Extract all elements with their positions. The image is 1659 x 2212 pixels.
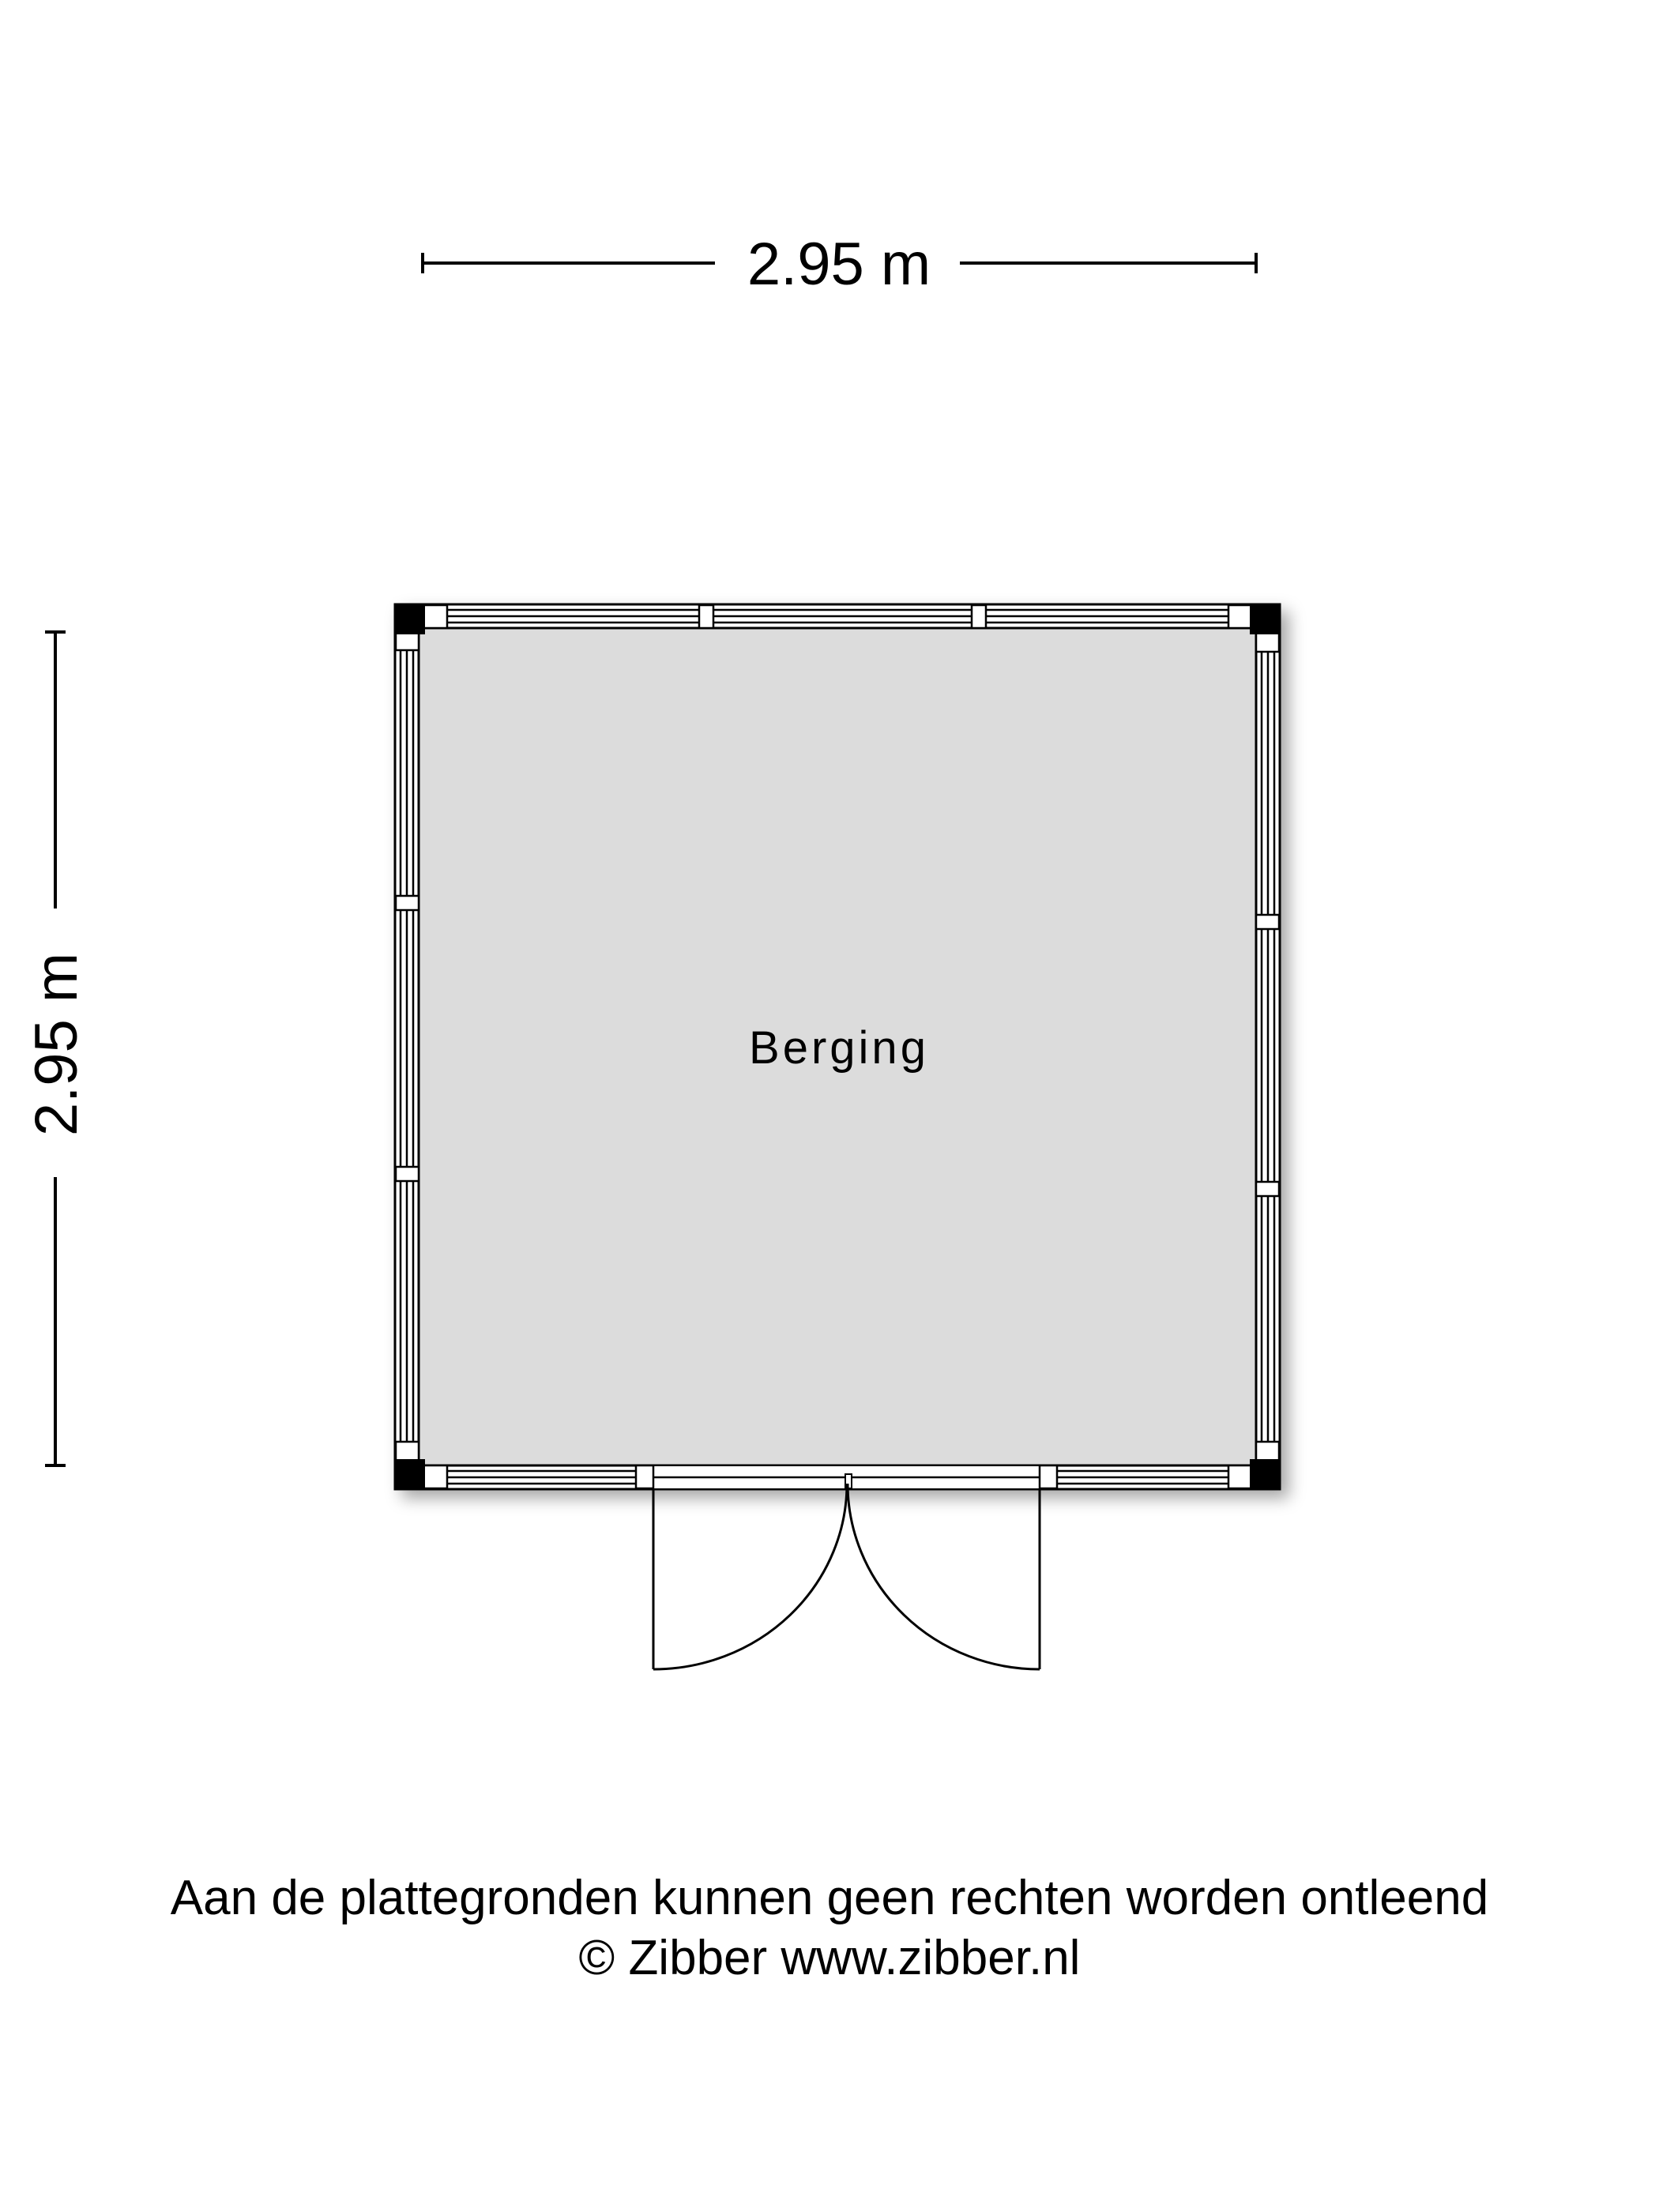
height-dimension-label: 2.95 m: [23, 952, 90, 1137]
double-door: [636, 1465, 1057, 1669]
door-swing-left: [653, 1484, 847, 1669]
corner-post-bottom-left: [395, 1459, 425, 1489]
width-dimension: [423, 231, 1256, 298]
height-dimension: [23, 632, 90, 1465]
room-label: Berging: [749, 1022, 929, 1074]
corner-post-top-right: [1250, 604, 1280, 634]
disclaimer-text: Aan de plattegronden kunnen geen rechten worden ontleend: [170, 1871, 1489, 1925]
door-jamb-left: [636, 1465, 653, 1488]
corner-post-top-left: [395, 604, 425, 634]
copyright-text: © Zibber www.zibber.nl: [578, 1931, 1081, 1985]
door-swing-right: [848, 1484, 1040, 1669]
door-jamb-right: [1040, 1465, 1057, 1488]
corner-post-bottom-right: [1250, 1459, 1280, 1489]
width-dimension-label: 2.95 m: [747, 231, 931, 298]
